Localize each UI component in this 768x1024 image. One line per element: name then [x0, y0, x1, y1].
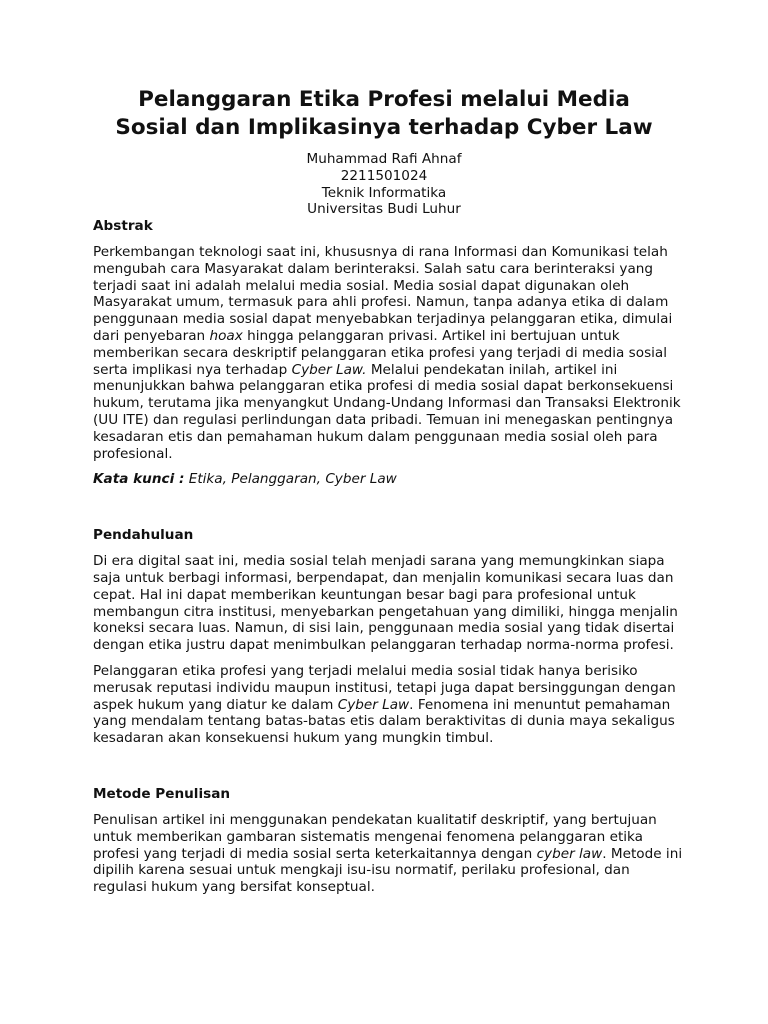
author-name: Muhammad Rafi Ahnaf: [306, 151, 462, 167]
paper-title-line-1: Pelanggaran Etika Profesi melalui Media: [138, 87, 630, 112]
keywords-text: Etika, Pelanggaran, Cyber Law: [184, 471, 397, 488]
abstract-text-2: hingga pelanggaran privasi. Artikel ini bertujuan untuk memberikan secara deskriptif pelanggaran etika profesi yang terjadi di media sosial serta implikasi nya terhadap: [93, 327, 668, 378]
paper-body: [93, 217, 683, 896]
intro-p2-text-1: Pelanggaran etika profesi yang terjadi melalui media sosial tidak hanya berisiko merusak reputasi individu maupun institusi, tetapi juga dapat bersinggungan dengan aspek hukum yang diatur ke dalam: [93, 662, 676, 713]
abstract-heading: Abstrak: [93, 218, 153, 234]
author-university: Universitas Budi Luhur: [307, 201, 461, 218]
abstract-text-1: Perkembangan teknologi saat ini, khususnya di rana Informasi dan Komunikasi telah mengubah cara Masyarakat dalam berinteraksi. Salah satu cara berinteraksi yang terjadi saat ini adalah melalui media sosial. Media sosial dapat digunakan oleh Masyarakat umum, termasuk para ahli profesi. Namun, tanpa adanya etika di dalam penggunaan media sosial dapat menyebabkan terjadinya pelanggaran etika, dimulai dari penyebaran: [93, 244, 673, 344]
author-department: Teknik Informatika: [321, 184, 447, 201]
abstract-italic-hoax: hoax: [209, 327, 243, 344]
intro-p2-italic: Cyber Law: [337, 696, 410, 713]
paper-title-line-2: Sosial dan Implikasinya terhadap Cyber Law: [115, 115, 653, 140]
methods-text-2: . Metode ini dipilih karena sesuai untuk mengkaji isu-isu normatif, perilaku profesional, dan regulasi hukum yang bersifat konseptual.: [93, 845, 683, 896]
intro-p2-text-2: . Fenomena ini menuntut pemahaman yang mendalam tentang batas-batas etis dalam beraktivitas di dunia maya sekaligus kesadaran akan konsekuensi hukum yang mungkin timbul.: [93, 696, 675, 747]
methods-text-1: Penulisan artikel ini menggunakan pendekatan kualitatif deskriptif, yang bertujuan untuk memberikan gambaran sistematis mengenai fenomena pelanggaran etika profesi yang terjadi di media sosial serta keterkaitannya dengan: [93, 811, 657, 862]
abstract-italic-cyberlaw: Cyber Law.: [291, 361, 367, 378]
keywords-label: Kata kunci :: [93, 471, 185, 488]
abstract-paragraph: [93, 244, 683, 462]
methods-paragraph: [93, 812, 683, 896]
paper-title: [40, 86, 728, 142]
abstract-section: [93, 217, 683, 488]
introduction-section: [93, 526, 683, 747]
introduction-paragraph-1: Di era digital saat ini, media sosial telah menjadi sarana yang memungkinkan siapa saja untuk berbagi informasi, berpendapat, dan menjalin komunikasi secara luas dan cepat. Hal ini dapat memberikan keuntungan besar bagi para profesional untuk membangun citra institusi, menyebarkan pengetahuan yang dimiliki, hingga menjalin koneksi secara luas. Namun, di sisi lain, penggunaan media sosial yang tidak disertai dengan etika justru dapat menimbulkan pelanggaran terhadap norma-norma profesi.: [93, 553, 678, 654]
author-student-id: 2211501024: [340, 167, 428, 184]
introduction-paragraph-2: [93, 663, 683, 747]
introduction-heading: Pendahuluan: [93, 527, 194, 544]
methods-heading: Metode Penulisan: [93, 785, 231, 802]
keywords-line: [93, 471, 683, 488]
methods-italic: cyber law: [536, 845, 603, 862]
abstract-text-3: Melalui pendekatan inilah, artikel ini menunjukkan bahwa pelanggaran etika profesi di media sosial dapat berkonsekuensi hukum, terutama jika menyangkut Undang-Undang Informasi dan Transaksi Elektronik (UU ITE) dan regulasi perlindungan data pribadi. Temuan ini menegaskan pentingnya kesadaran etis dan pemahaman hukum dalam penggunaan media sosial oleh para profesional.: [93, 361, 681, 462]
author-block: [184, 151, 584, 218]
methods-section: [93, 785, 683, 896]
